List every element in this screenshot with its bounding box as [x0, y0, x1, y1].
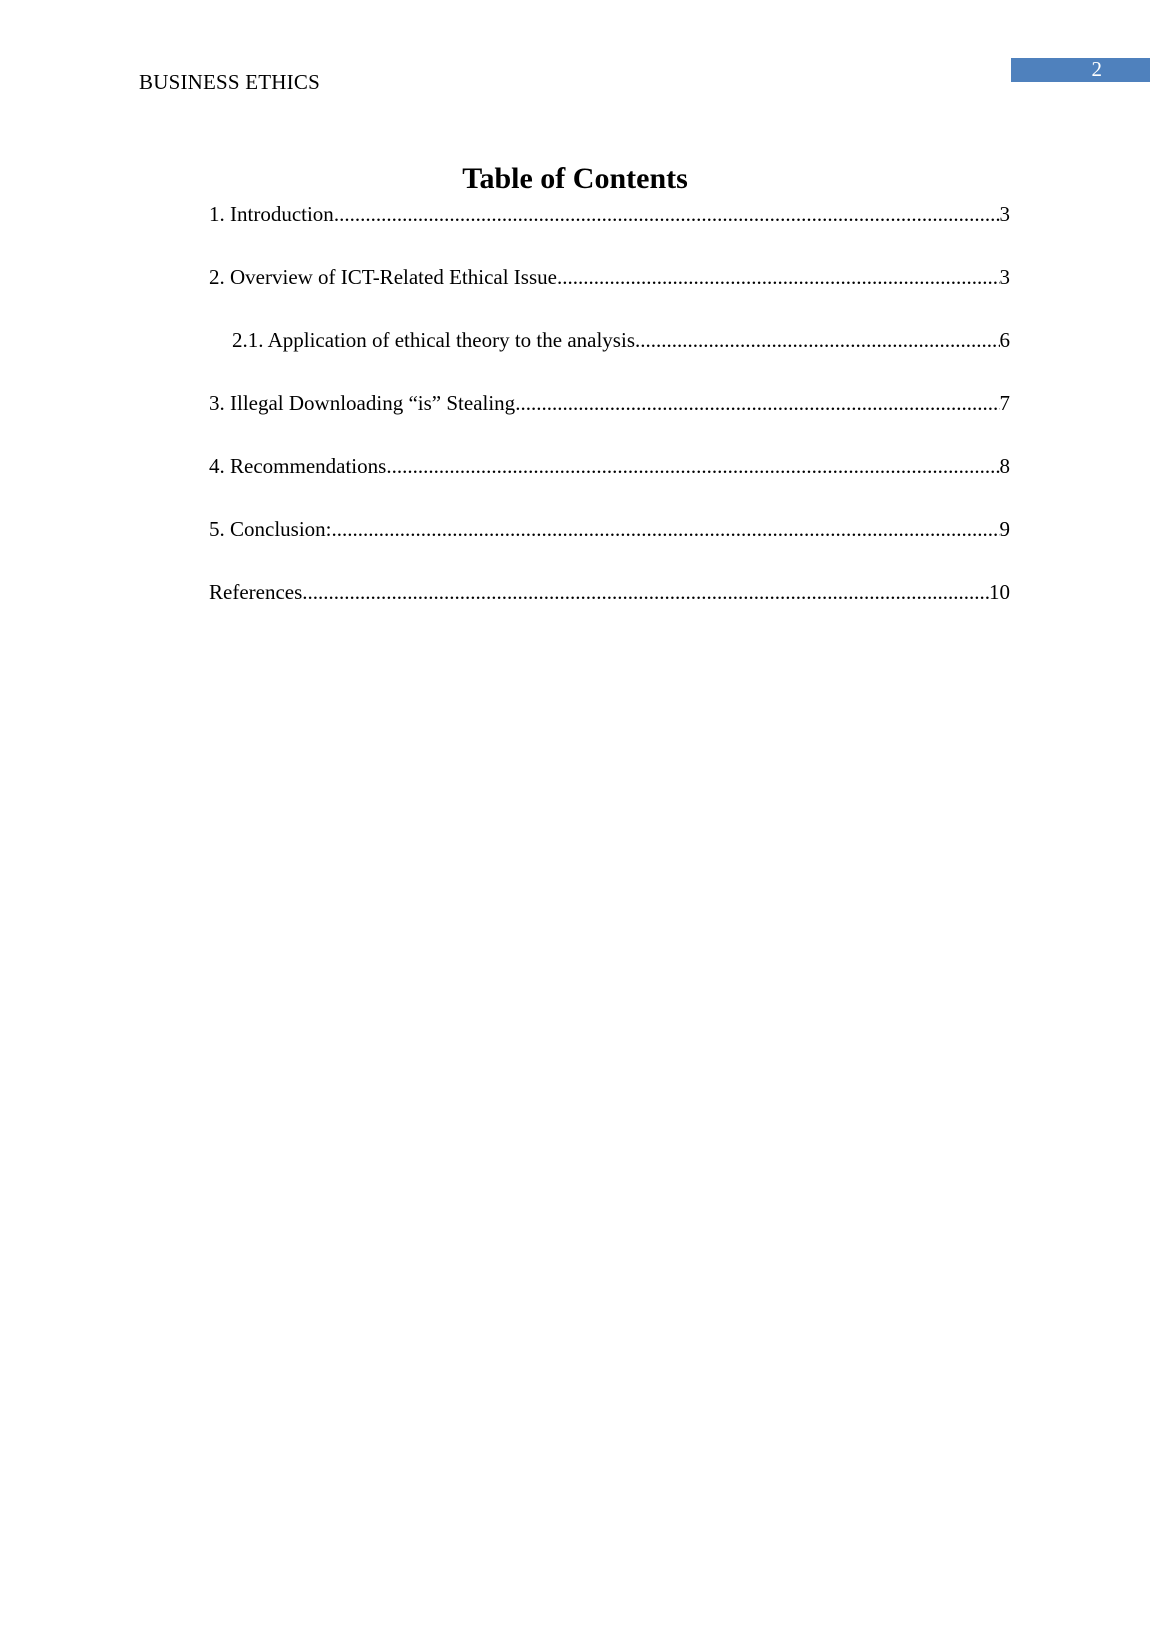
toc-list	[209, 199, 1010, 640]
page-number-badge	[1011, 58, 1150, 82]
page-number: 2	[1091, 57, 1102, 81]
toc-entry-label: 3. Illegal Downloading “is” Stealing	[209, 391, 516, 415]
toc-entry-page: 6	[999, 328, 1010, 352]
toc-entry-label: 1. Introduction	[209, 202, 334, 226]
toc-entry-page: 7	[999, 391, 1010, 415]
toc-dot-leader	[515, 388, 999, 418]
toc-entry-label: References	[209, 580, 303, 604]
toc-entry-page: 8	[999, 454, 1010, 478]
running-head: BUSINESS ETHICS	[139, 70, 320, 94]
toc-entry-page: 10	[989, 580, 1010, 604]
toc-entry-page: 9	[999, 517, 1010, 541]
toc-title: Table of Contents	[462, 162, 688, 195]
toc-entry-conclusion[interactable]	[209, 514, 1010, 577]
toc-entry-page: 3	[999, 265, 1010, 289]
toc-entry-label: 4. Recommendations	[209, 454, 387, 478]
toc-entry-introduction[interactable]	[209, 199, 1010, 262]
toc-entry-label: 5. Conclusion:	[209, 517, 332, 541]
toc-dot-leader	[557, 262, 1000, 292]
toc-dot-leader	[334, 199, 1000, 229]
toc-entry-recommendations[interactable]	[209, 451, 1010, 514]
toc-entry-page: 3	[999, 202, 1010, 226]
toc-entry-overview[interactable]	[209, 262, 1010, 325]
toc-entry-references[interactable]	[209, 577, 1010, 640]
toc-dot-leader	[332, 514, 1000, 544]
toc-entry-illegal-downloading[interactable]	[209, 388, 1010, 451]
toc-dot-leader	[386, 451, 999, 481]
toc-dot-leader	[302, 577, 989, 607]
toc-dot-leader	[635, 325, 1000, 355]
toc-entry-application-ethical-theory[interactable]	[209, 325, 1010, 388]
toc-entry-label: 2. Overview of ICT-Related Ethical Issue	[209, 265, 557, 289]
toc-entry-label: 2.1. Application of ethical theory to the analysis	[232, 328, 635, 352]
